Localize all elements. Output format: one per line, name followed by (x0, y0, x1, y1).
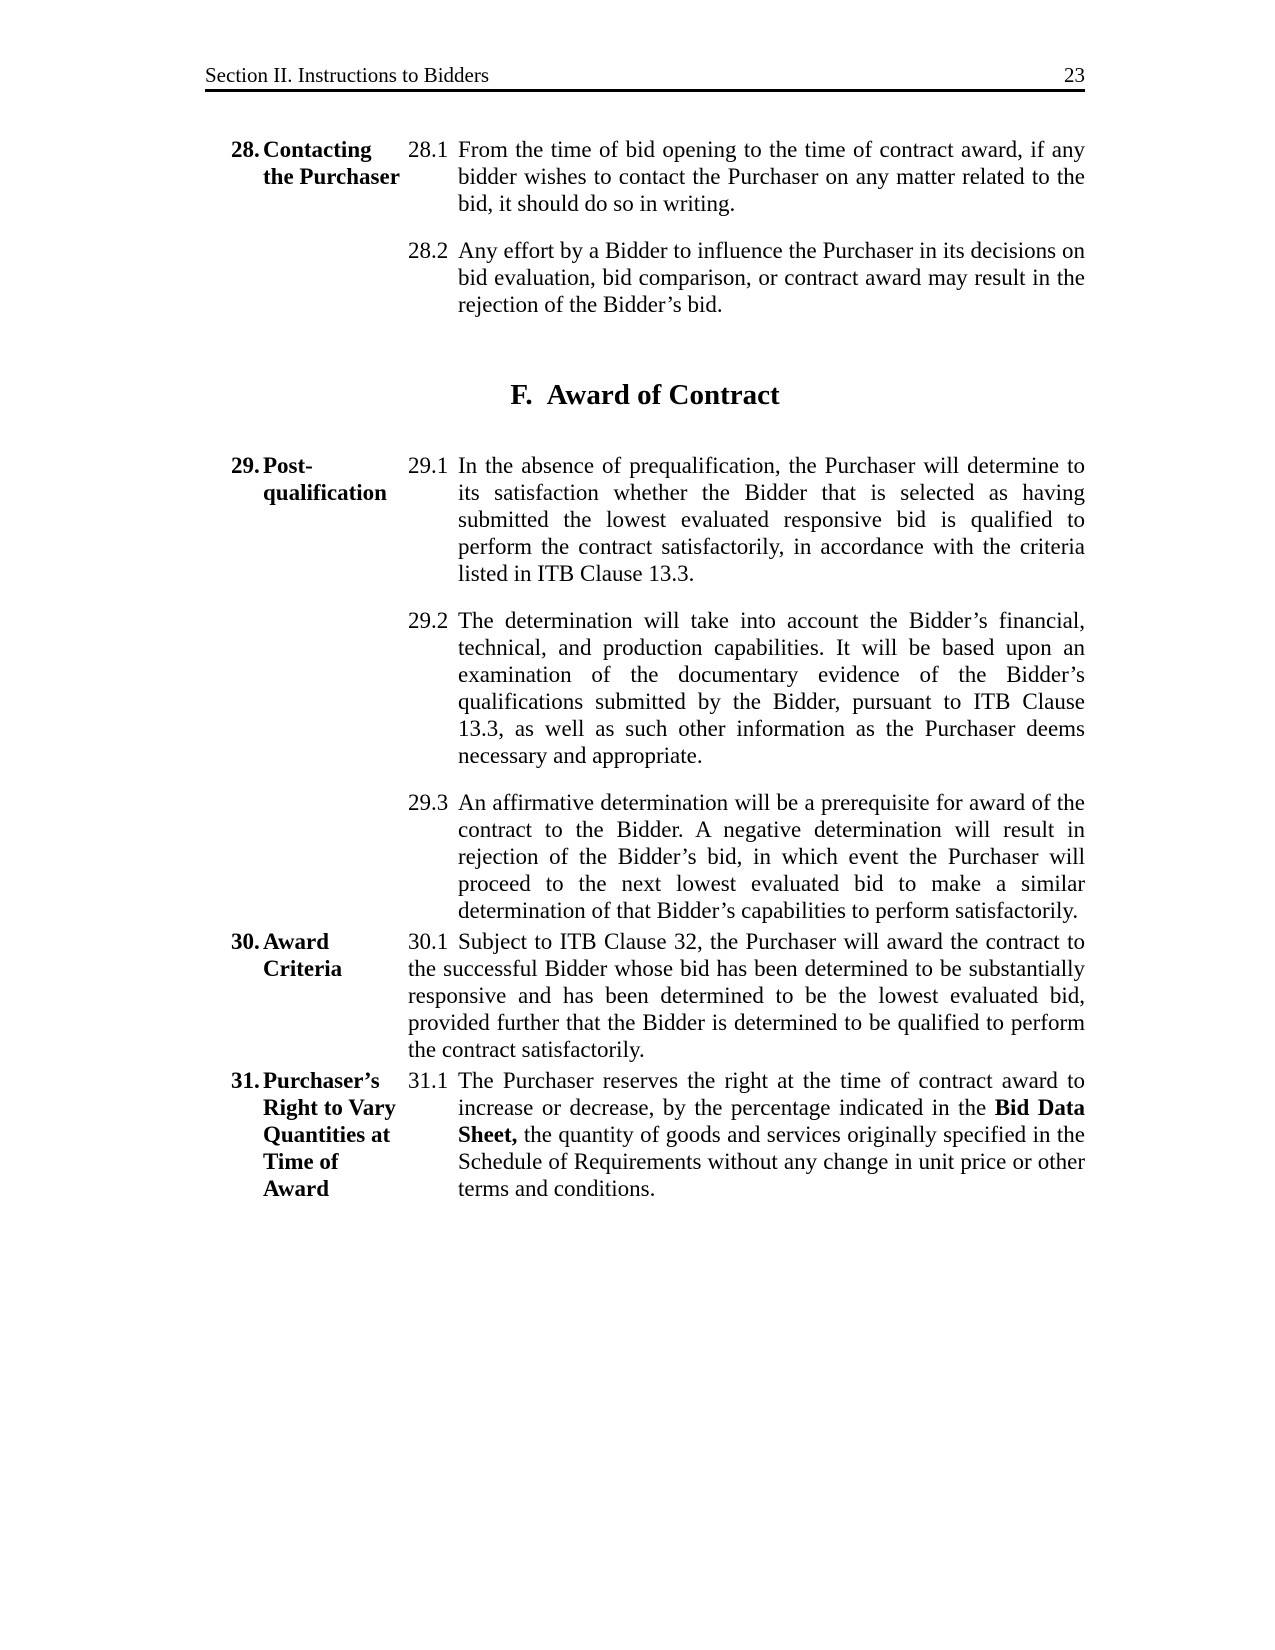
clause-28-1 (408, 136, 1085, 217)
clause-29-2 (408, 607, 1085, 769)
page-number: 23 (1064, 63, 1085, 87)
section-f-prefix: F. (510, 379, 533, 411)
clause-31-1-text-pre: The Purchaser reserves the right at the time of contract award to increase or decrease, by the percentage indicated in the (458, 1068, 1085, 1120)
item-31-title: Purchaser’s Right to Vary Quantities at Time of Award (263, 1068, 396, 1201)
page-header (205, 0, 1085, 92)
item-30-title: Award Criteria (263, 929, 343, 981)
clause-31-1-text-post: the quantity of goods and services originally specified in the Schedule of Requirements without any change in unit price or other terms and conditions. (458, 1122, 1085, 1201)
clause-30-1 (408, 928, 1085, 1063)
item-30-number: 30. (231, 929, 260, 954)
item-28-title: Contacting the Purchaser (263, 137, 400, 189)
page-body (205, 92, 1085, 1202)
section-f-title: Award of Contract (546, 379, 780, 411)
item-30-clauses (408, 928, 1085, 1063)
item-29-heading (205, 452, 408, 924)
item-31-clauses (408, 1067, 1085, 1202)
page-content (205, 0, 1085, 1202)
section-f-heading (205, 378, 1085, 412)
clause-28-2-number: 28.2 (408, 238, 449, 263)
clause-29-3-number: 29.3 (408, 790, 449, 815)
item-29-title: Post-qualification (263, 453, 387, 505)
header-section-title: Section II. Instructions to Bidders (205, 63, 490, 87)
item-28-heading (205, 136, 408, 318)
clause-30-1-number: 30.1 (408, 929, 449, 954)
clause-29-2-text: The determination will take into account the Bidder’s financial, technical, and production capabilities. It will be based upon an examination of the documentary evidence of the Bidder’s qualifications submitted by the Bidder, pursuant to ITB Clause 13.3, as well as such other information as the Purchaser deems necessary and appropriate. (458, 608, 1085, 768)
item-29 (205, 452, 1085, 924)
clause-31-1-text-bold: Bid Data Sheet, (458, 1095, 1085, 1147)
item-29-number: 29. (231, 453, 260, 478)
clause-31-1-number: 31.1 (408, 1068, 449, 1093)
clause-29-1 (408, 452, 1085, 587)
item-31-number: 31. (231, 1068, 260, 1093)
clause-29-3 (408, 789, 1085, 924)
item-31-heading (205, 1067, 408, 1202)
clause-29-1-text: In the absence of prequalification, the Purchaser will determine to its satisfaction whether the Bidder that is selected as having submitted the lowest evaluated responsive bid is qualified to perform the contract satisfactorily, in accordance with the criteria listed in ITB Clause 13.3. (458, 453, 1085, 586)
item-28-number: 28. (231, 137, 260, 162)
clause-31-1 (408, 1067, 1085, 1202)
clause-29-2-number: 29.2 (408, 608, 449, 633)
clause-28-2-text: Any effort by a Bidder to influence the Purchaser in its decisions on bid evaluation, bid comparison, or contract award may result in the rejection of the Bidder’s bid. (458, 238, 1085, 317)
clause-28-2 (408, 237, 1085, 318)
item-28 (205, 136, 1085, 318)
item-30-heading (205, 928, 408, 1063)
clause-28-1-number: 28.1 (408, 137, 449, 162)
item-29-clauses (408, 452, 1085, 924)
item-28-clauses (408, 136, 1085, 318)
clause-29-3-text: An affirmative determination will be a prerequisite for award of the contract to the Bidder. A negative determination will result in rejection of the Bidder’s bid, in which event the Purchaser will proceed to the next lowest evaluated bid to make a similar determination of that Bidder’s capabilities to perform satisfactorily. (458, 790, 1085, 923)
item-31 (205, 1067, 1085, 1202)
item-30 (205, 928, 1085, 1063)
clause-30-1-text: Subject to ITB Clause 32, the Purchaser will award the contract to the successful Bidder whose bid has been determined to be substantially responsive and has been determined to be the lowest evaluated bid, provided further that the Bidder is determined to be qualified to perform the contract satisfactorily. (408, 929, 1085, 1062)
clause-28-1-text: From the time of bid opening to the time of contract award, if any bidder wishes to contact the Purchaser on any matter related to the bid, it should do so in writing. (458, 137, 1085, 216)
clause-29-1-number: 29.1 (408, 453, 449, 478)
